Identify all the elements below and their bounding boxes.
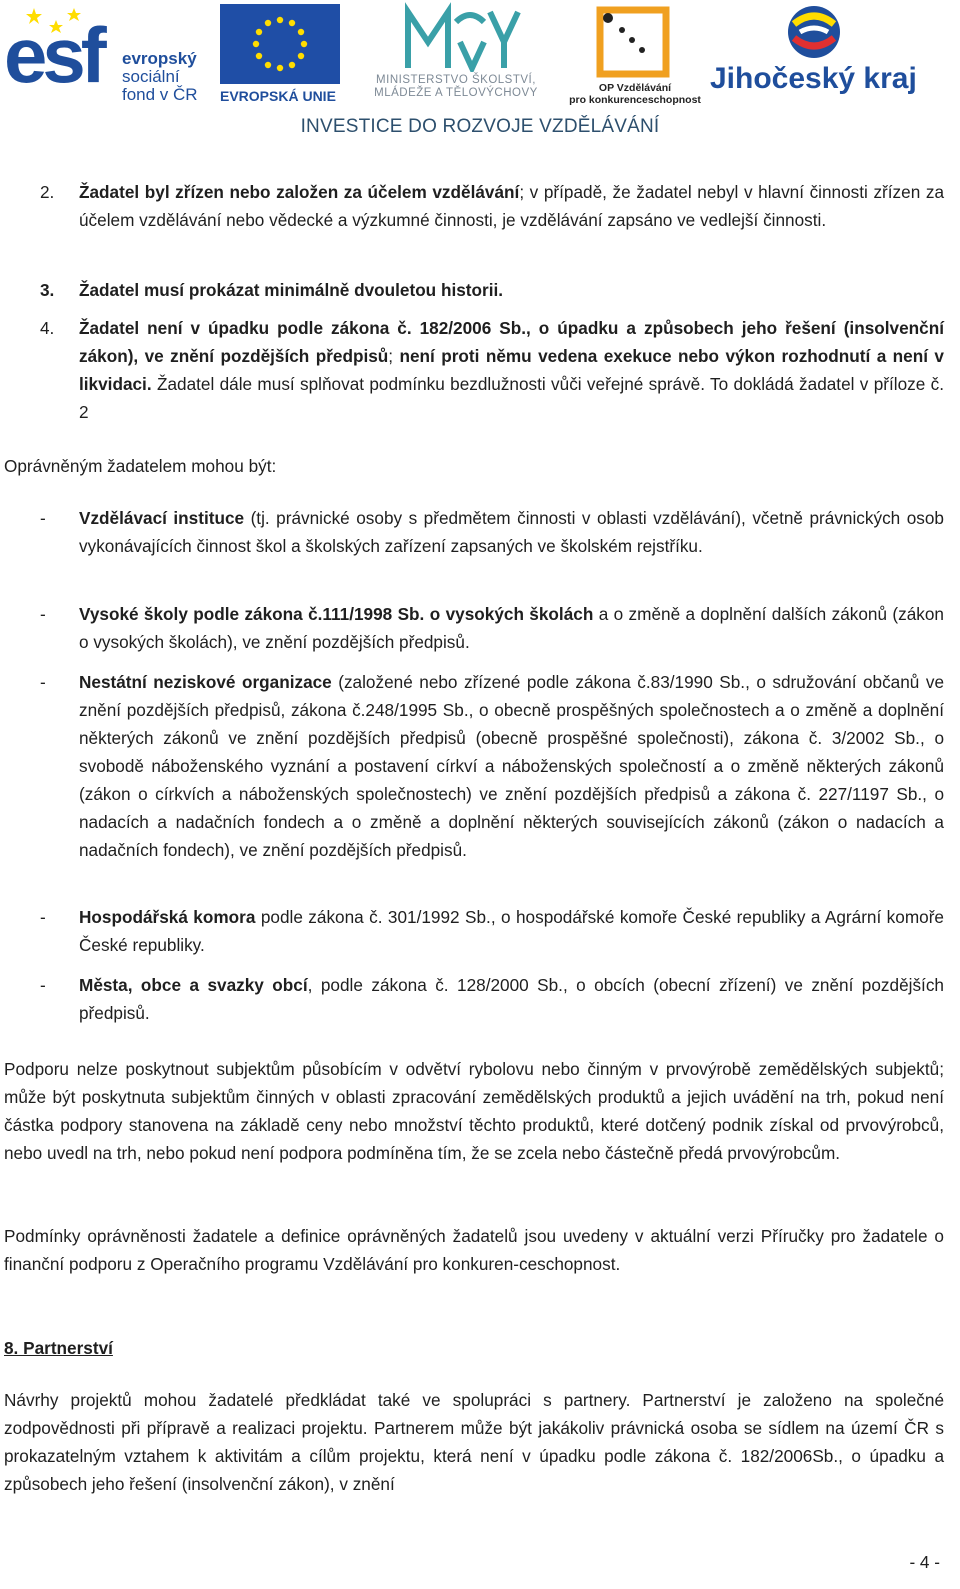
jk-caption: Jihočeský kraj — [710, 62, 917, 95]
op-logo — [566, 4, 704, 104]
esf-caption — [122, 50, 198, 104]
eligible-4-dash: - — [40, 907, 46, 927]
header-logos — [0, 0, 960, 145]
eligible-5-bold: Města, obce a svazky obcí — [79, 975, 308, 995]
paragraph-conditions: Podmínky oprávněnosti žadatele a definice oprávněných žadatelů jsou uvedeny v aktuální verzi Příručky pro žadatele o finanční podporu z Operačního programu Vzdělávání pro konkuren-ceschopnost. — [4, 1226, 944, 1274]
item-4-bold-3: není proti němu vedena exekuce nebo výkon rozhodnutí a není v likvidaci. — [79, 346, 944, 394]
eligible-4-bold: Hospodářská komora — [79, 907, 256, 927]
eligible-intro: Oprávněným žadatelem mohou být: — [4, 456, 277, 476]
eu-logo — [220, 4, 342, 104]
item-4-rest: Žadatel dále musí splňovat podmínku bezdlužnosti vůči veřejné správě. To dokládá žadatel v příloze č. 2 — [79, 374, 944, 422]
msmt-line-2: MLÁDEŽE A TĚLOVÝCHOVY — [374, 87, 538, 99]
section-8-heading: 8. Partnerství — [4, 1338, 113, 1358]
item-4-text — [79, 314, 944, 426]
item-2-number: 2. — [40, 182, 55, 202]
item-2-rest: ; v případě, že žadatel nebyl v hlavní činnosti zřízen za účelem vzdělávání nebo vědecké a výzkumné činnosti, je vzdělávání zapsáno ve vedlejší činnosti. — [79, 182, 945, 230]
paragraph-support: Podporu nelze poskytnout subjektům působícím v odvětví rybolovu nebo činným v prvovýrobě zemědělských subjektů; může být poskytnuta subjektům činných v oblasti zpracování zemědělských produktů a jejich uvádění na trh, pokud není částka podpory stanovena na základě ceny nebo množství těchto produktů, které dotčený podnik získal od prvovýrobců, nebo uvedl na trh, nebo pokud není podpora podmíněna tím, že se zcela nebo částečně předá prvovýrobcům. — [4, 1059, 944, 1163]
msmt-line-1: MINISTERSTVO ŠKOLSTVÍ, — [376, 74, 536, 86]
eligible-1-dash: - — [40, 508, 46, 528]
eligible-2-bold-1: Vysoké školy podle zákona č.111/1998 Sb. — [79, 604, 425, 624]
eligible-1-text — [79, 504, 944, 560]
msmt-caption — [352, 74, 560, 100]
eligible-2-text — [79, 600, 944, 656]
eligible-4-rest: podle zákona č. 301/1992 Sb., o hospodářské komoře České republiky a Agrární komoře České republiky. — [79, 907, 944, 955]
eligible-2-rest: a o změně a doplnění dalších zákonů (zákon o vysokých školách), ve znění pozdějších předpisů. — [79, 604, 944, 652]
op-caption — [566, 82, 704, 106]
msmt-emblem-icon — [352, 2, 560, 72]
item-3-text — [79, 276, 944, 304]
op-emblem-icon — [566, 4, 704, 80]
msmt-logo — [352, 2, 560, 106]
eligible-3-bold: Nestátní neziskové organizace — [79, 672, 332, 692]
item-2-bold: Žadatel byl zřízen nebo založen za účelem vzdělávání — [79, 182, 520, 202]
eligible-1-bold: Vzdělávací instituce — [79, 508, 245, 528]
eligible-3-dash: - — [40, 672, 46, 692]
item-4-bold-1: Žadatel není v úpadku podle zákona č. 182/2006 Sb. — [79, 318, 527, 338]
investice-tagline: INVESTICE DO ROZVOJE VZDĚLÁVÁNÍ — [300, 116, 660, 137]
esf-wordmark: esf — [4, 11, 102, 99]
eligible-1-rest: (tj. právnické osoby s předmětem činnosti v oblasti vzdělávání), včetně právnických osob vykonávajících činnost škol a školských zařízení zapsaných ve školském rejstříku. — [79, 508, 944, 556]
esf-line-3: fond v ČR — [122, 85, 198, 104]
eligible-2-dash: - — [40, 604, 46, 624]
eligible-2-bold-2: o vysokých školách — [429, 604, 594, 624]
eligible-3-rest: (založené nebo zřízené podle zákona č.83/1990 Sb., o sdružování občanů ve znění pozdějších předpisů, zákona č.248/1995 Sb., o obecně prospěšných společnostech a o změně a doplnění některých zákonů ve znění pozdějších předpisů (obecně prospěšné společnosti), zákona č. 3/2002 Sb., o svobodě náboženského vyznání a postavení církví a náboženských společností a o změně některých zákonů (zákon o církvích a náboženských společnostech) ve znění pozdějších předpisů a zákona č. 227/1197 Sb., o nadacích a nadačních fondech a o změně a doplnění některých souvisejících zákonů (zákon o nadacích a nadačních fondech), ve znění pozdějších předpisů. — [79, 672, 945, 860]
eu-caption: EVROPSKÁ UNIE — [220, 88, 336, 104]
eligible-5-rest: , podle zákona č. 128/2000 Sb., o obcích (obecní zřízení) ve znění pozdějších předpisů. — [79, 975, 944, 1023]
item-4-number: 4. — [40, 318, 55, 338]
item-4-mid: ; — [388, 346, 400, 366]
item-3-number: 3. — [40, 280, 55, 300]
jk-emblem-icon — [710, 2, 942, 60]
esf-line-1: evropský — [122, 49, 197, 68]
paragraph-partners: Návrhy projektů mohou žadatelé předkládat také ve spolupráci s partnery. Partnerství je založeno na společné zodpovědnosti při přípravě a realizaci projektu. Partnerem může být jakákoliv právnická osoba se sídlem na území ČR s prokazatelným vztahem k aktivitám a cílům projektu, která není v úpadku podle zákona č. 182/2006Sb., o úpadku a způsobech jeho řešení (insolvenční zákon), v znění — [4, 1390, 944, 1494]
eu-flag-icon — [220, 4, 340, 84]
op-line-1: OP Vzdělávání — [598, 82, 672, 94]
item-4-bold-2: , o úpadku a způsobech jeho řešení (insolvenční zákon), ve znění pozdějších předpisů — [79, 318, 944, 366]
esf-line-2: sociální — [122, 67, 180, 86]
eligible-4-text — [79, 903, 944, 959]
page-number: - 4 - — [909, 1552, 940, 1572]
item-2-text — [79, 178, 944, 234]
eligible-3-text — [79, 668, 944, 864]
jihocesky-kraj-logo — [710, 2, 942, 106]
item-3-bold: Žadatel musí prokázat minimálně dvouletou historii. — [79, 280, 504, 300]
esf-logo — [4, 4, 214, 104]
eligible-5-text — [79, 971, 944, 1027]
op-line-2: pro konkurenceschopnost — [569, 94, 701, 106]
eligible-5-dash: - — [40, 975, 46, 995]
